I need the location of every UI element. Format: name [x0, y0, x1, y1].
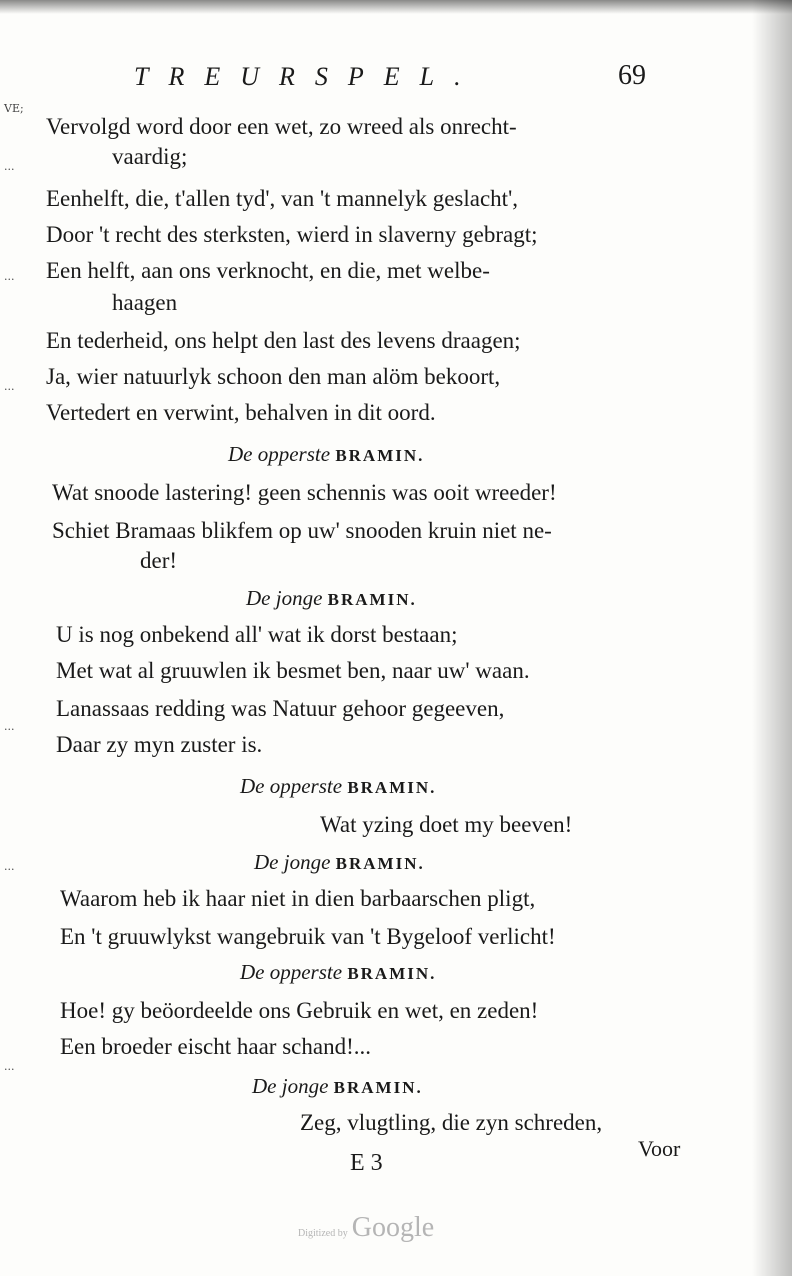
verse-line: Eenhelft, die, t'allen tyd', van 't mannelyk geslacht', [46, 186, 518, 211]
margin-fragment: ... [4, 720, 15, 733]
digitization-watermark [298, 1212, 434, 1244]
margin-fragment: ... [4, 270, 15, 283]
speaker-name: BRAMIN. [335, 446, 425, 465]
speaker-role: De jonge [246, 586, 323, 610]
page-number: 69 [618, 60, 646, 91]
speaker-heading [254, 850, 425, 875]
verse-line: Lanassaas redding was Natuur gehoor gegeeven, [56, 696, 505, 721]
verse-line: En tederheid, ons helpt den last des levens draagen; [46, 328, 521, 353]
verse-line: Vertedert en verwint, behalven in dit oord. [46, 400, 436, 425]
verse-line: Waarom heb ik haar niet in dien barbaarschen pligt, [60, 886, 536, 911]
verse-line: Vervolgd word door een wet, zo wreed als onrecht- [46, 114, 517, 139]
speaker-name: BRAMIN. [347, 964, 437, 983]
speaker-name: BRAMIN. [335, 854, 425, 873]
speaker-heading [240, 960, 436, 985]
speaker-heading [240, 774, 436, 799]
running-title: TREURSPEL. [134, 62, 481, 91]
verse-line: Een helft, aan ons verknocht, en die, met welbe- [46, 258, 490, 283]
speaker-role: De opperste [240, 960, 343, 984]
margin-fragment: ... [4, 860, 15, 873]
verse-line: En 't gruuwlykst wangebruik van 't Bygeloof verlicht! [60, 924, 556, 949]
verse-line: Daar zy myn zuster is. [56, 732, 263, 757]
speaker-heading [246, 586, 417, 611]
margin-fragment: VE; [4, 102, 24, 115]
verse-line: Zeg, vlugtling, die zyn schreden, [300, 1110, 603, 1135]
signature-mark: E 3 [350, 1150, 383, 1176]
watermark-brand: Google [351, 1212, 435, 1243]
verse-line: Ja, wier natuurlyk schoon den man alöm bekoort, [46, 364, 501, 389]
speaker-name: BRAMIN. [333, 1078, 423, 1097]
margin-fragment: ... [4, 1060, 15, 1073]
scan-edge-right [752, 0, 792, 1276]
speaker-role: De opperste [228, 442, 331, 466]
verse-line: Wat yzing doet my beeven! [320, 812, 573, 837]
catchword: Voor [638, 1136, 681, 1161]
verse-line: der! [140, 548, 178, 573]
facing-page-margin [0, 80, 34, 1140]
verse-line: Schiet Bramaas blikfem op uw' snooden kruin niet ne- [52, 518, 552, 543]
verse-line: Een broeder eischt haar schand!... [60, 1034, 371, 1059]
verse-line: Wat snoode lastering! geen schennis was ooit wreeder! [52, 480, 557, 505]
speaker-role: De opperste [240, 774, 343, 798]
verse-line: Door 't recht des sterksten, wierd in slaverny gebragt; [46, 222, 538, 247]
verse-line: haagen [112, 290, 178, 315]
margin-fragment: ... [4, 380, 15, 393]
margin-fragment: ... [4, 160, 15, 173]
verse-line: Met wat al gruuwlen ik besmet ben, naar uw' waan. [56, 658, 530, 683]
verse-line: Hoe! gy beöordeelde ons Gebruik en wet, en zeden! [60, 998, 539, 1023]
speaker-name: BRAMIN. [347, 778, 437, 797]
speaker-heading [252, 1074, 423, 1099]
speaker-name: BRAMIN. [327, 590, 417, 609]
watermark-prefix: Digitized by [298, 1228, 348, 1239]
verse-line: U is nog onbekend all' wat ik dorst bestaan; [56, 622, 458, 647]
verse-line: vaardig; [112, 144, 188, 169]
speaker-role: De jonge [254, 850, 331, 874]
speaker-heading [228, 442, 424, 467]
speaker-role: De jonge [252, 1074, 329, 1098]
scan-edge-top [0, 0, 792, 14]
